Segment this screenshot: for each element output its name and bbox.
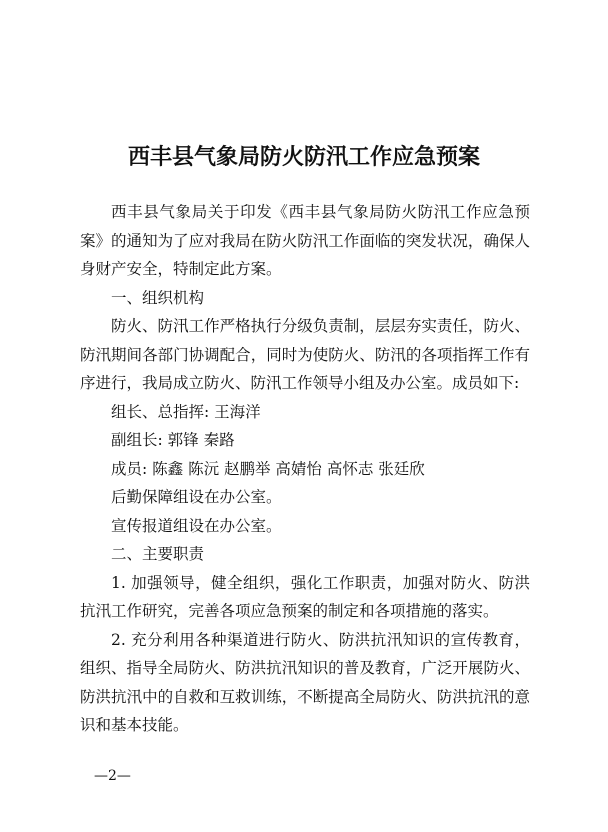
section-heading-duties: 二、主要职责 (111, 545, 205, 563)
document-body (80, 198, 530, 740)
logistics-line: 后勤保障组设在办公室。 (111, 488, 282, 506)
section-heading-organization: 一、组织机构 (111, 288, 205, 307)
duty-item-1: 1. 加强领导，健全组织，强化工作职责，加强对防火、防洪抗汛工作研究，完善各项应急预案的制定和各项措施的落实。 (80, 573, 530, 620)
deputy-leader-line: 副组长: 郭锋 秦路 (111, 431, 235, 449)
leader-line: 组长、总指挥: 王海洋 (111, 402, 261, 421)
page-number: —2— (94, 768, 131, 784)
intro-paragraph: 西丰县气象局关于印发《西丰县气象局防火防汛工作应急预案》的通知为了应对我局在防火防汛工作面临的突发状况，确保人身财产安全，特制定此方案。 (80, 203, 530, 278)
organization-paragraph: 防火、防汛工作严格执行分级负责制，层层夯实责任，防火、防汛期间各部门协调配合，同时为使防火、防汛的各项指挥工作有序进行，我局成立防火、防汛工作领导小组及办公室。成员如下: (80, 317, 530, 392)
members-line: 成员: 陈鑫 陈沅 赵鹏举 高婧怡 高怀志 张廷欣 (111, 459, 425, 478)
document-title: 西丰县气象局防火防汛工作应急预案 (127, 144, 480, 170)
publicity-line: 宣传报道组设在办公室。 (111, 516, 282, 535)
duty-item-2: 2. 充分利用各种渠道进行防火、防洪抗汛知识的宣传教育，组织、指导全局防火、防洪抗汛知识的普及教育，广泛开展防火、防洪抗汛中的自救和互救训练，不断提高全局防火、防洪抗汛的意识和基本技能。 (80, 630, 530, 734)
